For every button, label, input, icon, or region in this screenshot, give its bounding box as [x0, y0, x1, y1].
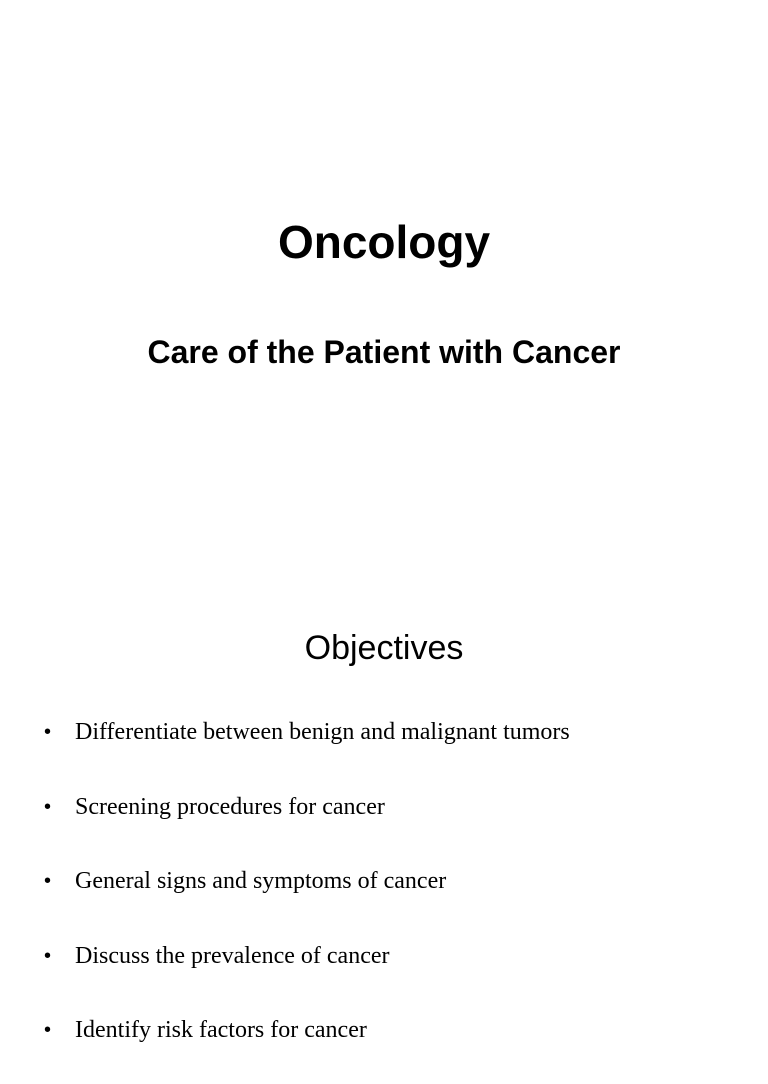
list-item	[0, 860, 768, 935]
list-item-text: General signs and symptoms of cancer	[75, 868, 447, 894]
list-item	[0, 786, 768, 861]
list-item-text: Identify risk factors for cancer	[75, 1017, 367, 1043]
objectives-slide	[0, 576, 768, 1043]
slide-subtitle: Care of the Patient with Cancer	[147, 334, 621, 370]
bullet-icon: •	[44, 795, 52, 818]
bullet-icon: •	[44, 944, 52, 967]
list-item-text: Differentiate between benign and malignant tumors	[75, 719, 570, 745]
objectives-heading: Objectives	[304, 629, 464, 667]
list-item-text: Discuss the prevalence of cancer	[75, 942, 390, 969]
bullet-icon: •	[44, 721, 52, 743]
bullet-icon: •	[44, 1019, 52, 1041]
list-item	[0, 1009, 768, 1084]
list-item	[0, 935, 768, 1010]
objectives-list	[0, 711, 768, 1084]
bullet-icon: •	[44, 870, 52, 892]
list-item	[0, 711, 768, 786]
list-item-text: Screening procedures for cancer	[75, 793, 385, 820]
slide-title: Oncology	[277, 216, 491, 268]
